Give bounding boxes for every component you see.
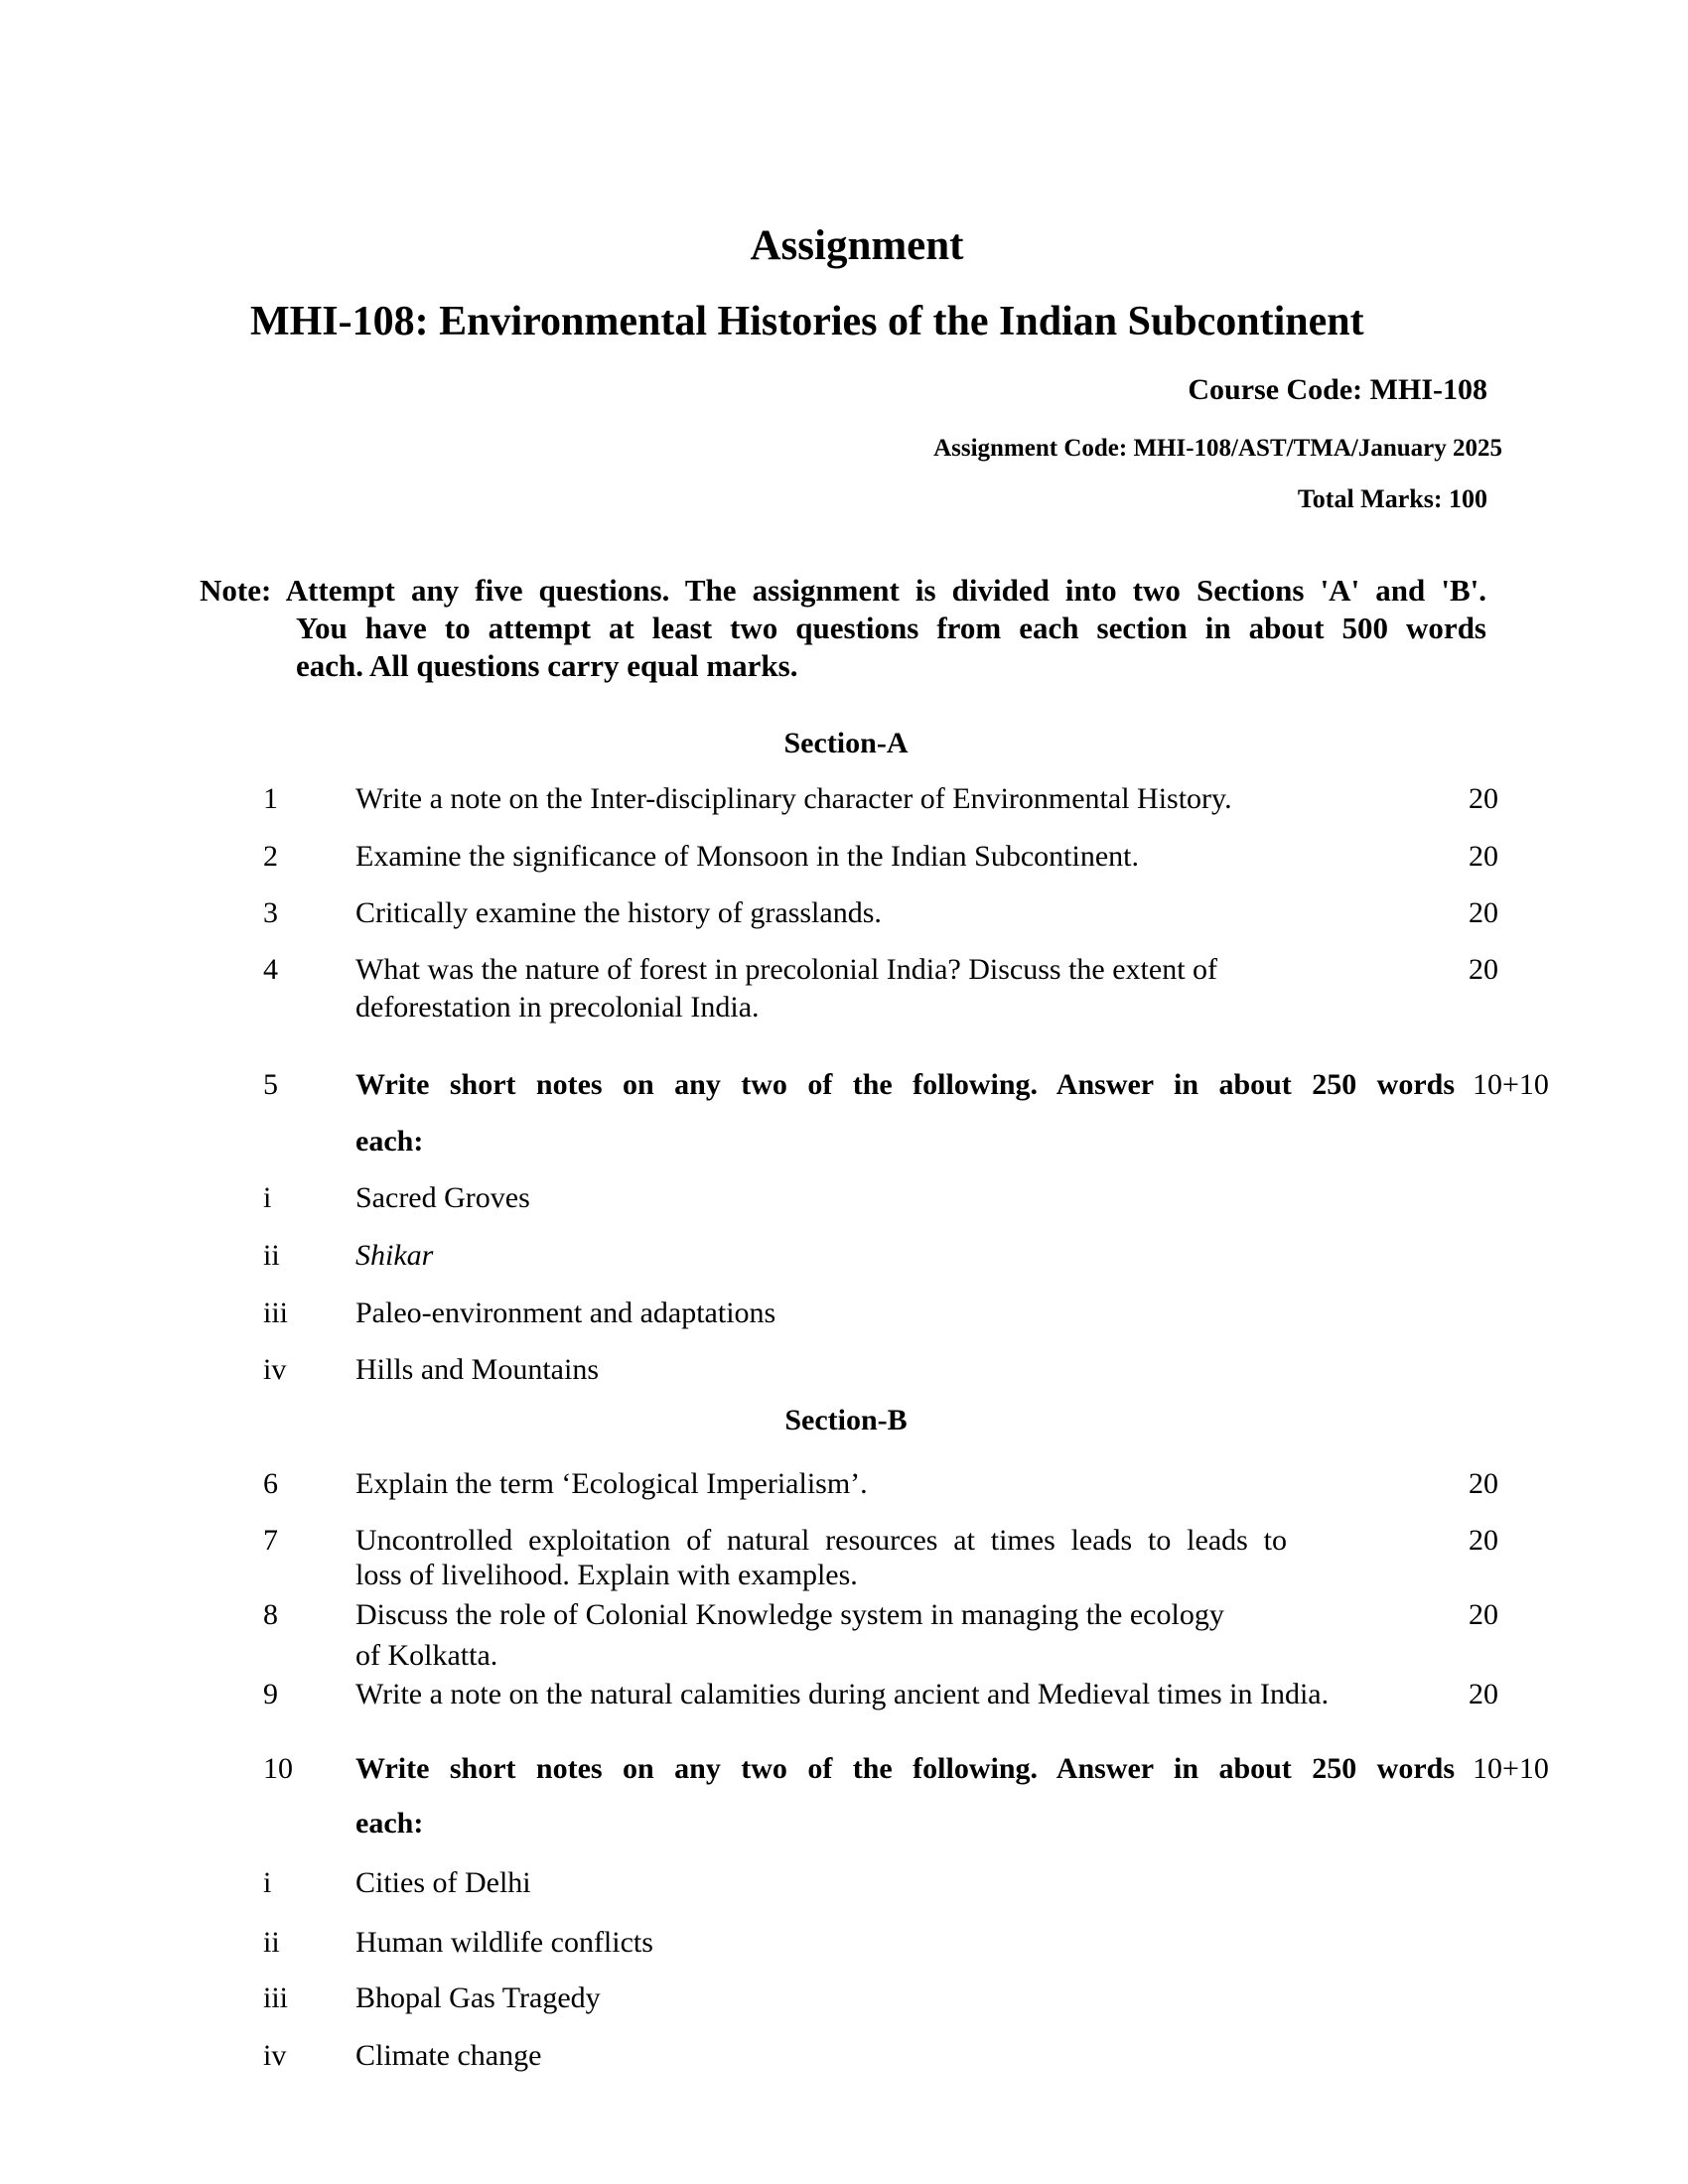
question-number: 6 [263,1467,278,1500]
question-number: 4 [263,953,278,986]
question-text-line-2: each: [355,1125,424,1158]
question-marks: 20 [1469,1524,1498,1557]
section-b-title: Section-B [784,1404,908,1436]
question-text: Write a note on the Inter-disciplinary character of Environmental History. [355,782,1232,815]
question-text-line-2: each: [355,1807,424,1840]
option-numeral: iv [263,2039,287,2072]
option-numeral: iv [263,1353,287,1386]
question-text-line-1: Uncontrolled exploitation of natural resources at times leads to leads to [355,1524,1287,1557]
section-a-title: Section-A [783,727,909,759]
option-text: Shikar [355,1239,434,1272]
instructions-note [200,572,1486,685]
course-code: Course Code: MHI-108 [1188,373,1487,406]
option-numeral: iii [263,1981,289,2014]
option-text: Hills and Mountains [355,1353,599,1386]
option-numeral: ii [263,1239,280,1272]
question-number: 8 [263,1598,278,1631]
question-text-line-1: Write short notes on any two of the following. Answer in about 250 words [355,1068,1455,1101]
option-text: Human wildlife conflicts [355,1926,653,1959]
option-text: Climate change [355,2039,542,2072]
question-number: 3 [263,896,278,929]
note-line-1: Note: Attempt any five questions. The assignment is divided into two Sections 'A' and 'B'. [200,573,1486,608]
option-text: Paleo-environment and adaptations [355,1297,776,1329]
option-numeral: ii [263,1926,280,1959]
question-marks: 20 [1469,782,1498,815]
question-marks: 20 [1469,896,1498,929]
question-marks: 10+10 [1473,1752,1549,1785]
question-number: 5 [263,1068,278,1101]
course-title: MHI-108: Environmental Histories of the Indian Subcontinent [250,299,1364,344]
note-line-3: each. All questions carry equal marks. [296,648,798,683]
question-text: Critically examine the history of grasslands. [355,896,882,929]
question-text-line-1: Discuss the role of Colonial Knowledge system in managing the ecology [355,1598,1224,1631]
question-marks: 20 [1469,953,1498,986]
option-numeral: i [263,1181,272,1214]
question-text: Explain the term ‘Ecological Imperialism’. [355,1467,868,1500]
question-number: 1 [263,782,278,815]
question-number: 10 [263,1752,293,1785]
question-text-line-2: of Kolkatta. [355,1639,498,1672]
question-marks: 20 [1469,1598,1498,1631]
question-text-line-1: What was the nature of forest in precolonial India? Discuss the extent of [355,953,1218,986]
question-number: 9 [263,1678,278,1710]
total-marks: Total Marks: 100 [1297,484,1487,513]
option-text: Sacred Groves [355,1181,530,1214]
question-number: 7 [263,1524,278,1557]
option-numeral: iii [263,1297,289,1329]
assignment-code: Assignment Code: MHI-108/AST/TMA/January 2025 [933,435,1502,462]
question-text-line-1: Write short notes on any two of the following. Answer in about 250 words [355,1752,1455,1785]
question-marks: 20 [1469,1467,1498,1500]
option-text: Cities of Delhi [355,1866,531,1899]
question-marks: 10+10 [1473,1068,1549,1101]
note-line-2: You have to attempt at least two questions from each section in about 500 words [296,611,1486,645]
question-marks: 20 [1469,840,1498,873]
question-marks: 20 [1469,1678,1498,1710]
question-number: 2 [263,840,278,873]
document-heading: Assignment [750,222,964,269]
question-text: Examine the significance of Monsoon in the Indian Subcontinent. [355,840,1139,873]
option-numeral: i [263,1866,272,1899]
question-text-line-2: deforestation in precolonial India. [355,991,760,1024]
question-text-line-2: loss of livelihood. Explain with examples. [355,1559,858,1591]
option-text: Bhopal Gas Tragedy [355,1981,601,2014]
question-text: Write a note on the natural calamities during ancient and Medieval times in India. [355,1678,1330,1710]
